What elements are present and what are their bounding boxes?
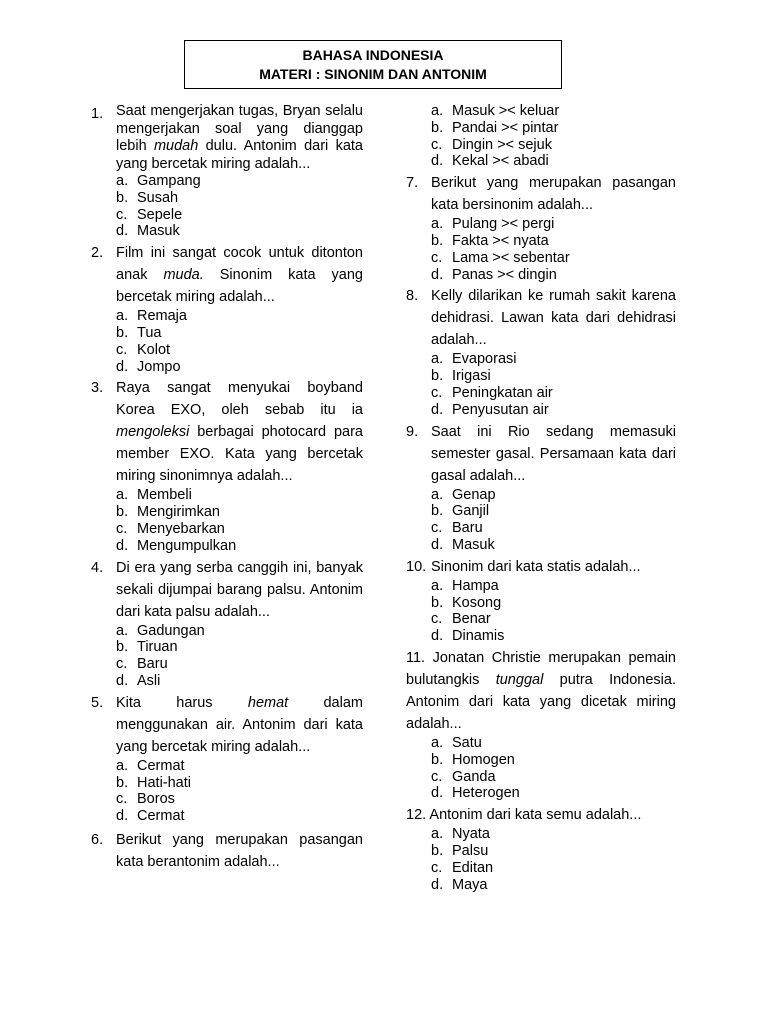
question-number: 11. <box>406 649 426 666</box>
option-b[interactable]: b. Ganjil <box>431 503 490 520</box>
question-number: 6. <box>91 831 104 848</box>
option-a[interactable]: a. Masuk >< keluar <box>431 103 560 119</box>
option-b[interactable]: b. Irigasi <box>431 368 491 385</box>
answer-options <box>406 487 676 554</box>
question-number: 2. <box>91 245 104 262</box>
option-d[interactable]: d. Maya <box>431 876 488 893</box>
option-a[interactable]: a. Membeli <box>116 487 192 504</box>
option-b[interactable]: b. Susah <box>116 189 179 206</box>
question-2 <box>91 242 363 375</box>
question-9 <box>406 421 676 554</box>
option-d[interactable]: d. Jompo <box>116 358 181 375</box>
left-column <box>91 103 363 875</box>
option-b[interactable]: b. Palsu <box>431 842 489 859</box>
answer-options <box>91 487 363 554</box>
answer-options <box>406 351 676 418</box>
question-text: Film ini sangat cocok untuk ditonton anak muda. Sinonim kata yang bercetak miring adalah... <box>116 245 363 306</box>
question-text: Berikut yang merupakan pasangan kata berantonim adalah... <box>116 831 363 870</box>
option-c[interactable]: c. Sepele <box>116 206 183 223</box>
question-number: 9. <box>406 423 419 440</box>
option-d[interactable]: d. Mengumpulkan <box>116 537 237 554</box>
option-c[interactable]: c. Boros <box>116 791 175 808</box>
question-text: Berikut yang merupakan pasangan kata bersinonim adalah... <box>431 175 676 214</box>
option-a[interactable]: a. Pulang >< pergi <box>431 216 555 233</box>
option-b[interactable]: b. Homogen <box>431 751 515 768</box>
option-a[interactable]: a. Evaporasi <box>431 351 517 368</box>
question-12 <box>406 804 676 893</box>
question-number: 10. <box>406 558 427 575</box>
question-number: 12. <box>406 807 427 824</box>
question-text: Kelly dilarikan ke rumah sakit karena dehidrasi. Lawan kata dari dehidrasi adalah... <box>431 288 676 349</box>
option-a[interactable]: a. Cermat <box>116 757 185 774</box>
option-b[interactable]: b. Mengirimkan <box>116 504 220 521</box>
question-8 <box>406 285 676 418</box>
option-a[interactable]: a. Nyata <box>431 826 490 843</box>
question-6 <box>91 829 363 873</box>
option-c[interactable]: c. Benar <box>431 611 491 628</box>
option-d[interactable]: d. Penyusutan air <box>431 401 549 418</box>
option-b[interactable]: b. Fakta >< nyata <box>431 232 549 249</box>
answer-options <box>91 623 363 690</box>
option-a[interactable]: a. Genap <box>431 486 496 503</box>
answer-options <box>406 216 676 283</box>
option-a[interactable]: a. Gampang <box>116 173 201 189</box>
option-c[interactable]: c. Dingin >< sejuk <box>431 136 552 153</box>
question-5 <box>91 692 363 825</box>
question-number: 5. <box>91 694 104 711</box>
question-1 <box>91 103 363 240</box>
option-d[interactable]: d. Dinamis <box>431 628 505 645</box>
option-c[interactable]: c. Baru <box>431 520 483 537</box>
option-d[interactable]: d. Kekal >< abadi <box>431 153 549 170</box>
answer-options <box>91 308 363 375</box>
option-a[interactable]: a. Remaja <box>116 308 187 325</box>
option-d[interactable]: d. Masuk <box>116 223 180 240</box>
question-number: 8. <box>406 288 419 305</box>
option-c[interactable]: c. Editan <box>431 859 494 876</box>
option-b[interactable]: b. Kosong <box>431 594 502 611</box>
option-a[interactable]: a. Gadungan <box>116 622 205 639</box>
question-10 <box>406 556 676 645</box>
question-text: Kita harus hemat dalam menggunakan air. Antonim dari kata yang bercetak miring adalah... <box>116 694 363 755</box>
question-4 <box>91 557 363 690</box>
question-number: 4. <box>91 559 104 576</box>
question-number: 7. <box>406 175 419 192</box>
option-b[interactable]: b. Tiruan <box>116 639 178 656</box>
material-title: MATERI : SINONIM DAN ANTONIM <box>259 65 487 82</box>
option-d[interactable]: d. Masuk <box>431 536 495 553</box>
option-d[interactable]: d. Asli <box>116 672 161 689</box>
question-text: 11. Jonatan Christie merupakan pemain bulutangkis tunggal putra Indonesia. Antonim dari kata yang dicetak miring adalah... <box>406 649 676 732</box>
option-a[interactable]: a. Hampa <box>431 577 499 594</box>
question-text: Saat mengerjakan tugas, Bryan selalu mengerjakan soal yang dianggap lebih mudah dulu. Antonim dari kata yang bercetak miring adalah... <box>116 103 363 172</box>
question-text: Sinonim dari kata statis adalah... <box>431 558 641 575</box>
question-number: 1. <box>91 106 104 122</box>
option-d[interactable]: d. Panas >< dingin <box>431 266 557 283</box>
question-6-options <box>406 103 676 170</box>
answer-options <box>91 173 363 240</box>
answer-options <box>406 735 676 802</box>
answer-options <box>91 758 363 825</box>
title-box <box>184 40 562 89</box>
subject-title: BAHASA INDONESIA <box>302 46 444 63</box>
right-column <box>406 103 676 895</box>
question-number: 3. <box>91 380 104 397</box>
option-b[interactable]: b. Tua <box>116 324 162 341</box>
option-b[interactable]: b. Hati-hati <box>116 774 191 791</box>
option-c[interactable]: c. Peningkatan air <box>431 384 553 401</box>
question-11 <box>406 647 676 802</box>
option-c[interactable]: c. Menyebarkan <box>116 520 225 537</box>
option-b[interactable]: b. Pandai >< pintar <box>431 119 559 136</box>
option-d[interactable]: d. Heterogen <box>431 785 520 802</box>
option-d[interactable]: d. Cermat <box>116 808 185 825</box>
question-text: 12. Antonim dari kata semu adalah... <box>406 807 642 824</box>
option-c[interactable]: c. Lama >< sebentar <box>431 249 570 266</box>
question-text: Raya sangat menyukai boyband Korea EXO, oleh sebab itu ia mengoleksi berbagai photocard para member EXO. Kata yang bercetak miring sinonimnya adalah... <box>116 380 363 485</box>
question-7 <box>406 172 676 283</box>
option-a[interactable]: a. Satu <box>431 734 482 751</box>
question-3 <box>91 377 363 554</box>
answer-options <box>406 578 676 645</box>
answer-options <box>406 826 676 893</box>
option-c[interactable]: c. Kolot <box>116 341 171 358</box>
option-c[interactable]: c. Ganda <box>431 768 496 785</box>
option-c[interactable]: c. Baru <box>116 656 168 673</box>
question-text: Di era yang serba canggih ini, banyak sekali dijumpai barang palsu. Antonim dari kata palsu adalah... <box>116 559 363 620</box>
question-text: Saat ini Rio sedang memasuki semester gasal. Persamaan kata dari gasal adalah... <box>431 423 676 484</box>
